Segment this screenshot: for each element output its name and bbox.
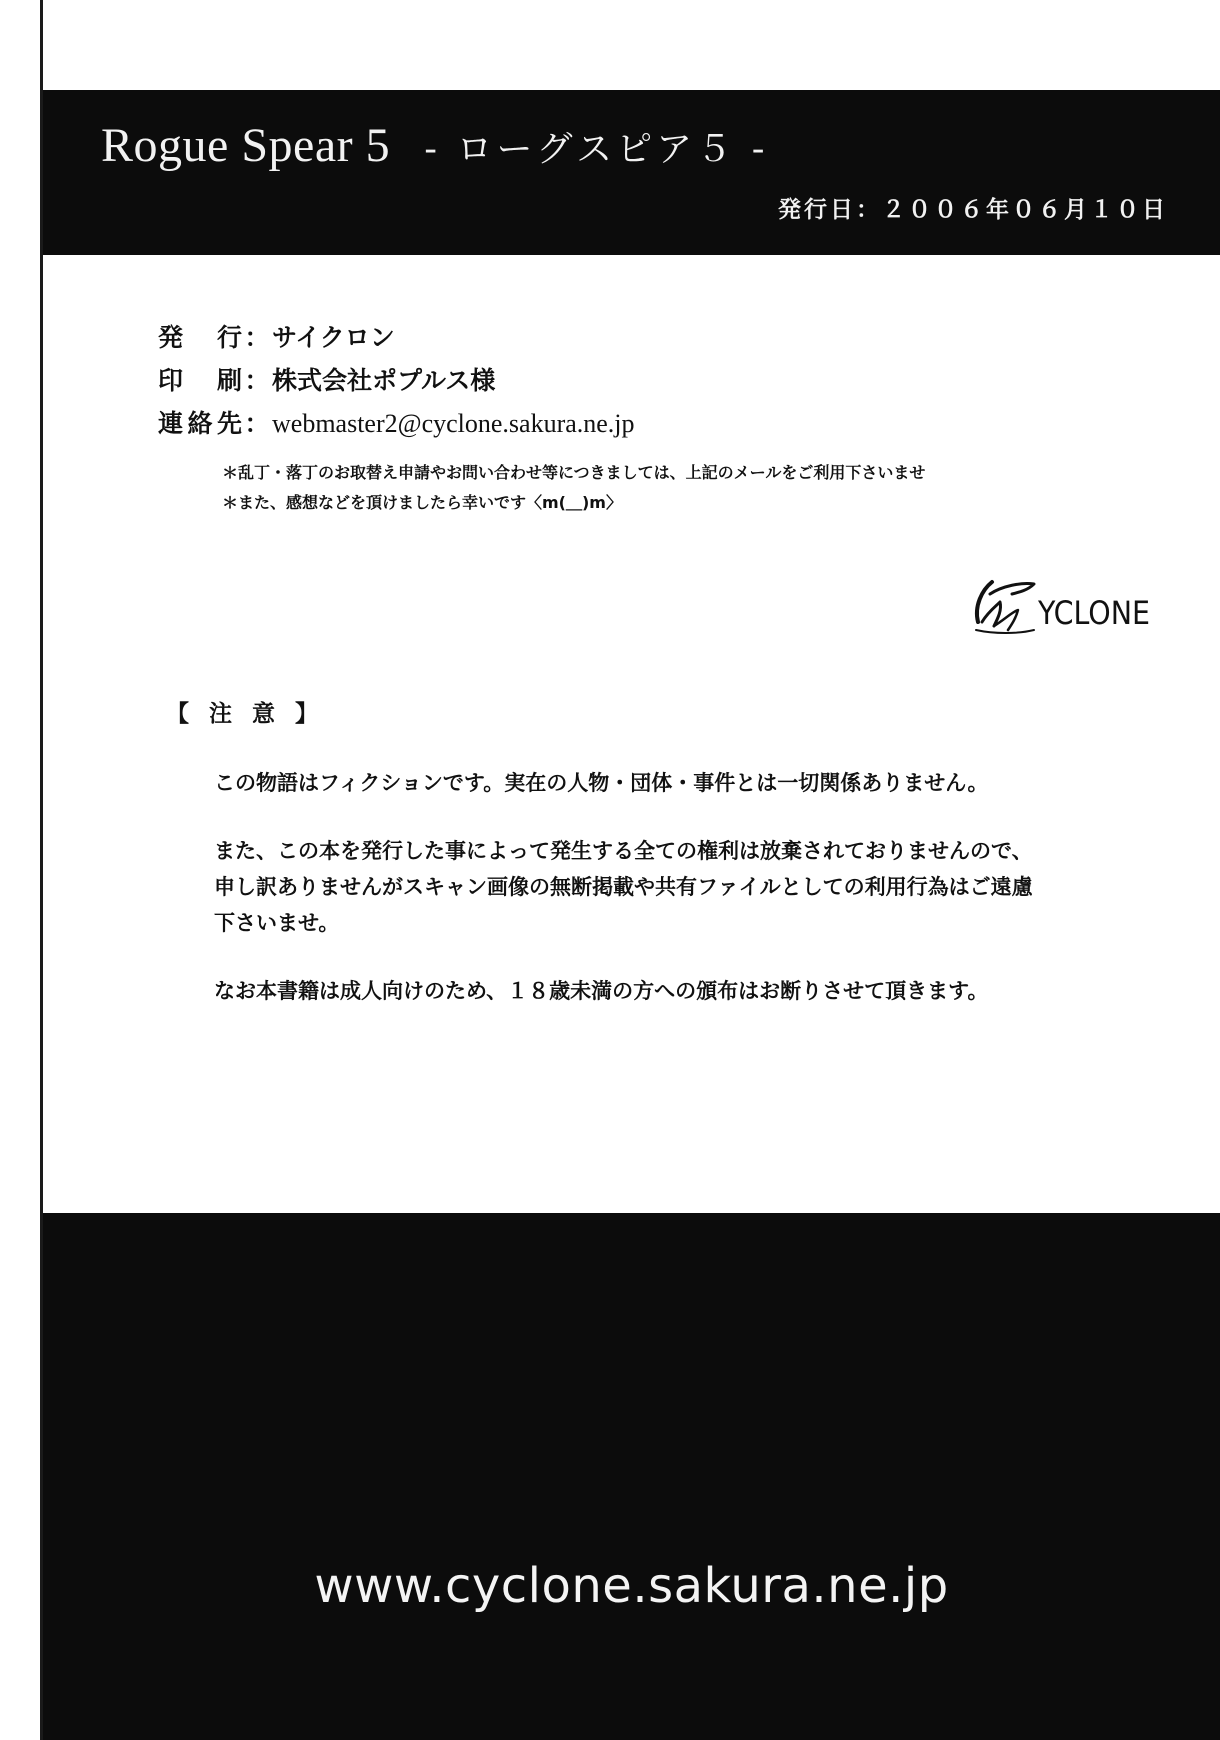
caution-paragraph bbox=[214, 833, 1033, 941]
separator: ： bbox=[244, 409, 270, 438]
printer-value: 株式会社ポプルス様 bbox=[272, 366, 496, 395]
caution-line: また、この本を発行した事によって発生する全ての権利は放棄されておりませんので、 bbox=[214, 839, 1033, 863]
printer-row bbox=[158, 361, 635, 404]
caution-paragraph bbox=[214, 973, 1033, 1009]
caution-heading: 【 注 意 】 bbox=[166, 701, 325, 727]
cyclone-logo bbox=[968, 572, 1158, 642]
issue-date: 発行日：２００６年０６月１０日 bbox=[778, 197, 1168, 223]
publisher-label: 発行 bbox=[158, 323, 242, 352]
publisher-value: サイクロン bbox=[272, 323, 395, 352]
caution-paragraph bbox=[214, 765, 1033, 801]
website-url: www.cyclone.sakura.ne.jp bbox=[314, 1558, 949, 1614]
colophon-block bbox=[158, 318, 635, 447]
header-band bbox=[43, 90, 1220, 255]
contact-email: webmaster2@cyclone.sakura.ne.jp bbox=[272, 409, 635, 438]
caution-body bbox=[214, 765, 1033, 1041]
printer-label: 印刷 bbox=[158, 366, 242, 395]
title-japanese: - ローグスピア５ - bbox=[424, 129, 769, 170]
title-english: Rogue Spear 5 bbox=[101, 119, 391, 172]
caution-line: この物語はフィクションです。実在の人物・団体・事件とは一切関係ありません。 bbox=[214, 771, 989, 795]
footer-band bbox=[43, 1213, 1220, 1740]
caution-line: なお本書籍は成人向けのため、１８歳未満の方への頒布はお断りさせて頂きます。 bbox=[214, 979, 989, 1003]
logo-wordmark: YCLONE bbox=[1037, 594, 1150, 632]
logo-mark-icon bbox=[976, 582, 1034, 633]
separator: ： bbox=[244, 323, 270, 352]
note-line: ＊また、感想などを頂けましたら幸いです〈m(＿)m〉 bbox=[222, 493, 622, 512]
notes-list bbox=[222, 458, 925, 518]
contact-row bbox=[158, 404, 635, 447]
caution-line: 下さいませ。 bbox=[214, 911, 340, 935]
caution-line: 申し訳ありませんがスキャン画像の無断掲載や共有ファイルとしての利用行為はご遠慮 bbox=[214, 875, 1033, 899]
note-line: ＊乱丁・落丁のお取替え申請やお問い合わせ等につきましては、上記のメールをご利用下さいませ bbox=[222, 463, 926, 482]
separator: ： bbox=[244, 366, 270, 395]
publisher-row bbox=[158, 318, 635, 361]
contact-label: 連絡先 bbox=[158, 409, 242, 438]
title-row bbox=[101, 118, 769, 173]
